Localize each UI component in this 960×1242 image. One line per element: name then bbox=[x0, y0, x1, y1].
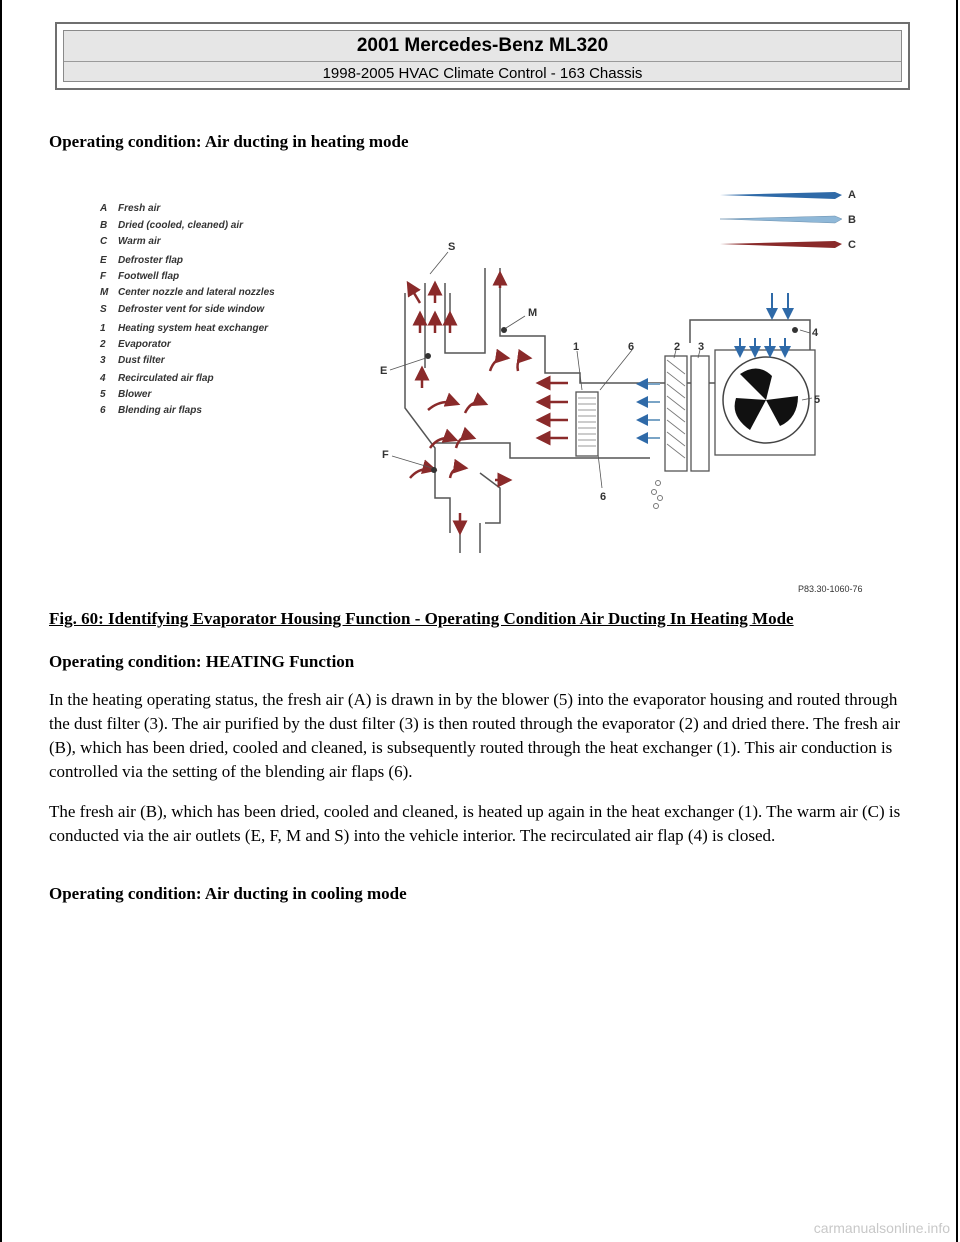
heat-exchanger bbox=[576, 392, 598, 456]
figure-code: P83.30-1060-76 bbox=[798, 584, 863, 594]
legend-label-4: Recirculated air flap bbox=[118, 373, 214, 384]
callout-f: F bbox=[382, 449, 389, 461]
figure-caption: Fig. 60: Identifying Evaporator Housing Function - Operating Condition Air Ducting In Heating Mode bbox=[49, 609, 794, 628]
arrow-legend-a: A bbox=[848, 189, 856, 201]
legend-label-b: Dried (cooled, cleaned) air bbox=[118, 220, 244, 231]
legend-key-3: 3 bbox=[100, 355, 106, 366]
legend-label-1: Heating system heat exchanger bbox=[118, 323, 269, 334]
legend-label-5: Blower bbox=[118, 389, 152, 400]
callout-m: M bbox=[528, 307, 538, 319]
section-heading-heating-function: Operating condition: HEATING Function bbox=[49, 652, 355, 671]
legend-key-e: E bbox=[100, 255, 107, 266]
legend-key-5: 5 bbox=[100, 389, 106, 400]
legend-key-a: A bbox=[100, 203, 108, 214]
callout-1: 1 bbox=[573, 341, 580, 353]
legend-key-b: B bbox=[100, 220, 108, 231]
legend-label-6: Blending air flaps bbox=[118, 405, 202, 416]
legend-key-m: M bbox=[100, 287, 109, 298]
fresh-air-arrow-icon bbox=[720, 192, 842, 199]
warm-air-arrows bbox=[408, 273, 568, 533]
callout-e: E bbox=[380, 365, 388, 377]
legend-key-f: F bbox=[100, 271, 107, 282]
legend-label-s: Defroster vent for side window bbox=[118, 304, 265, 315]
diagram-legend bbox=[99, 203, 275, 416]
evaporator-filter bbox=[665, 356, 709, 471]
section-heading-heating: Operating condition: Air ducting in heating mode bbox=[49, 132, 409, 151]
legend-label-e: Defroster flap bbox=[118, 255, 184, 266]
paragraph-1: In the heating operating status, the fresh air (A) is drawn in by the blower (5) into the evaporator housing and routed through the dust filter (3). The air purified by the dust filter (3) is then routed through the evaporator (2) and dried there. The fresh air (B), which has been dried, cooled and cleaned, is subsequently routed through the heat exchanger (1). This air conduction is controlled via the setting of the blending air flaps (6). bbox=[49, 690, 900, 781]
callout-6-top: 6 bbox=[628, 341, 635, 353]
blower bbox=[715, 350, 815, 455]
legend-label-a: Fresh air bbox=[118, 203, 161, 214]
paragraph-2: The fresh air (B), which has been dried, cooled and cleaned, is heated up again in the heat exchanger (1). The warm air (C) is conducted via the air outlets (E, F, M and S) into the vehicle interior. The recirculated air flap (4) is closed. bbox=[49, 802, 901, 845]
legend-key-4: 4 bbox=[100, 373, 106, 384]
legend-label-c: Warm air bbox=[118, 236, 161, 247]
hvac-diagram bbox=[90, 178, 870, 608]
legend-label-2: Evaporator bbox=[118, 339, 171, 350]
callout-2: 2 bbox=[674, 341, 681, 353]
legend-key-1: 1 bbox=[100, 323, 106, 334]
legend-key-6: 6 bbox=[100, 405, 106, 416]
callout-4: 4 bbox=[812, 327, 819, 339]
section-heading-cooling: Operating condition: Air ducting in cooling mode bbox=[49, 884, 407, 903]
callout-3: 3 bbox=[698, 341, 705, 353]
legend-key-2: 2 bbox=[100, 339, 106, 350]
arrow-legend-c: C bbox=[848, 239, 856, 251]
arrow-legend-b: B bbox=[848, 214, 856, 226]
legend-label-3: Dust filter bbox=[118, 355, 165, 366]
legend-key-c: C bbox=[100, 236, 108, 247]
dried-air-arrows bbox=[638, 384, 660, 438]
header-subtitle: 1998-2005 HVAC Climate Control - 163 Chassis bbox=[322, 65, 643, 82]
legend-key-s: S bbox=[100, 304, 107, 315]
condensate-drops bbox=[652, 481, 663, 509]
arrow-legend bbox=[720, 189, 856, 251]
document-header bbox=[55, 22, 910, 90]
fresh-air-arrows bbox=[740, 293, 788, 356]
legend-label-m: Center nozzle and lateral nozzles bbox=[118, 287, 275, 298]
warm-air-arrow-icon bbox=[720, 241, 842, 248]
dried-air-arrow-icon bbox=[720, 216, 842, 223]
callout-5: 5 bbox=[814, 394, 821, 406]
watermark: carmanualsonline.info bbox=[813, 1220, 950, 1236]
callout-6-bottom: 6 bbox=[600, 491, 607, 503]
header-title: 2001 Mercedes-Benz ML320 bbox=[356, 35, 609, 56]
callout-s: S bbox=[448, 241, 456, 253]
legend-label-f: Footwell flap bbox=[118, 271, 180, 282]
